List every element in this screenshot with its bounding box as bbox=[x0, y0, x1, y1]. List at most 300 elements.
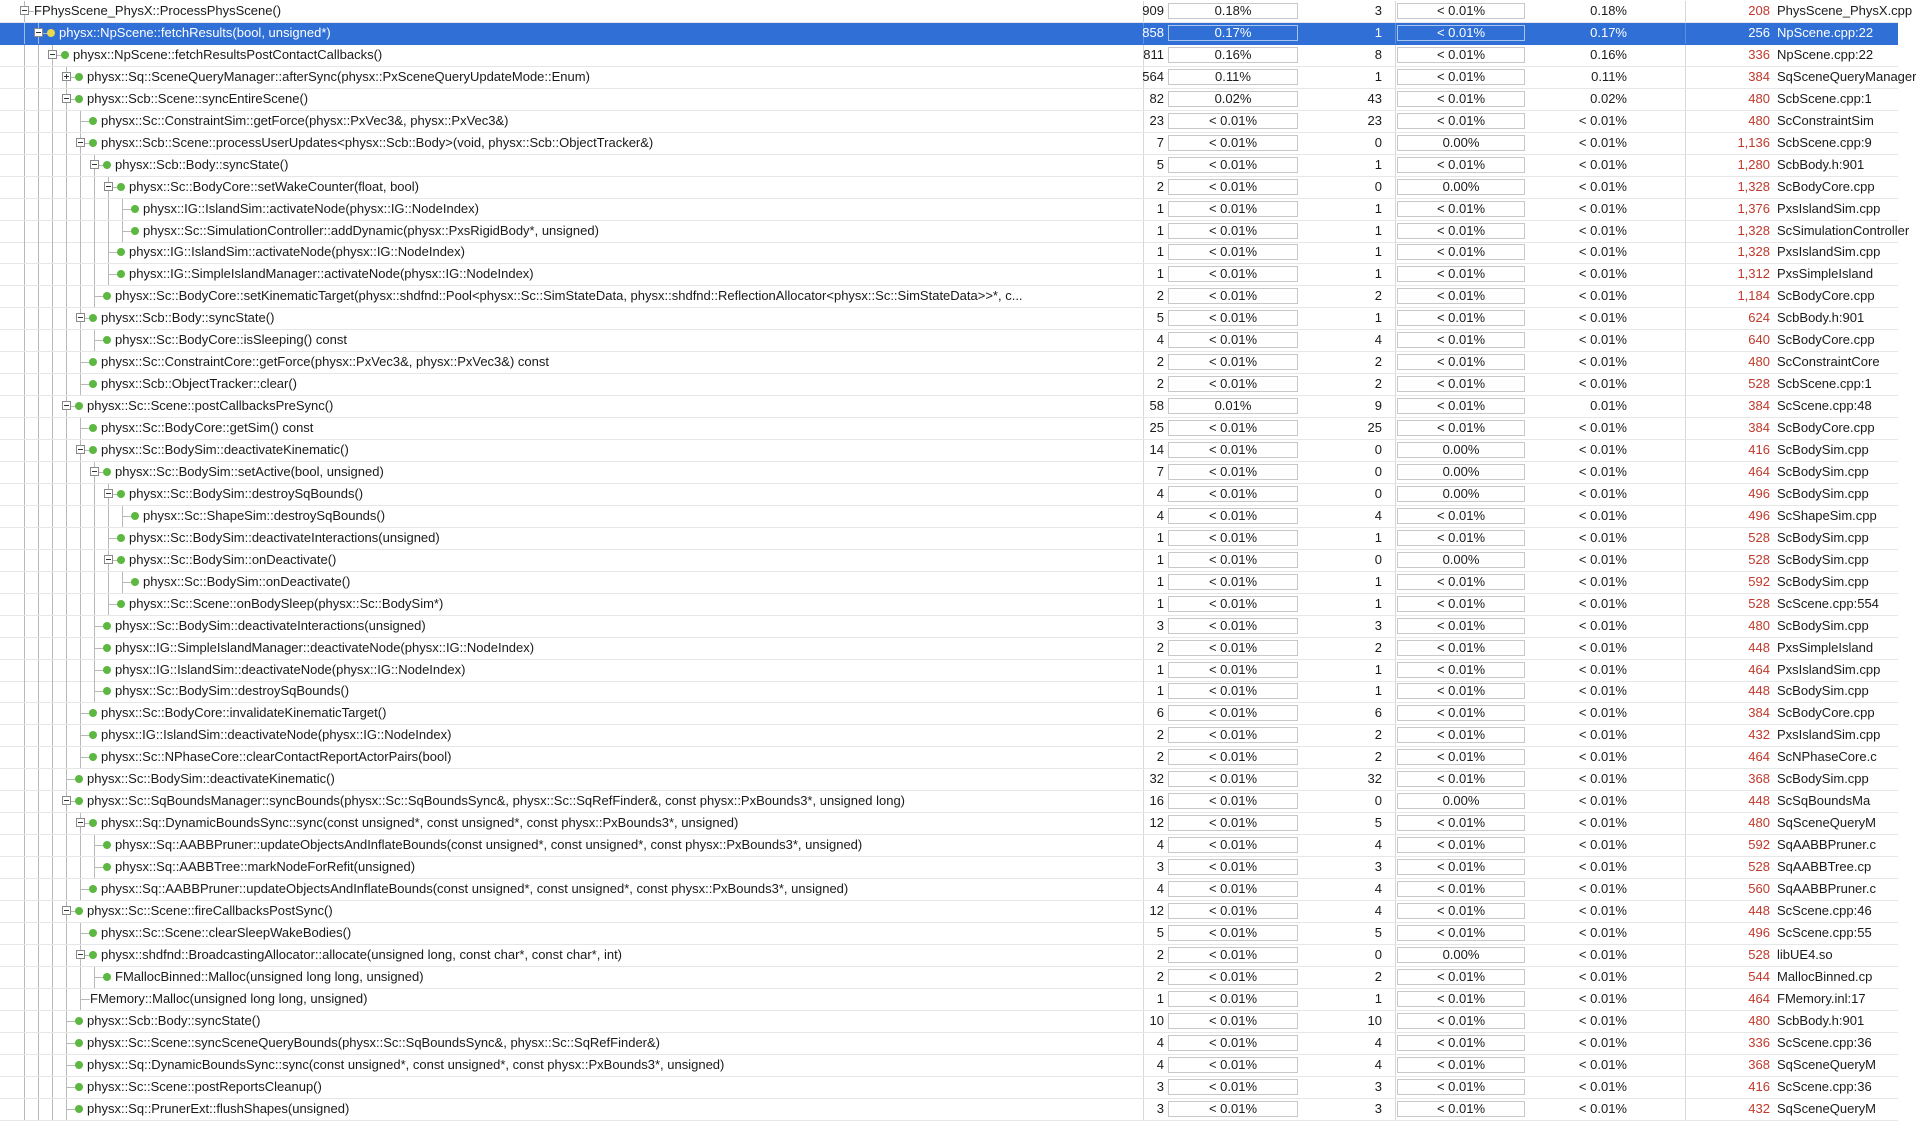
total-percent: < 0.01% bbox=[1578, 310, 1627, 326]
column-separator bbox=[1395, 967, 1396, 988]
function-name: physx::Sq::SceneQueryManager::afterSync(physx::PxSceneQueryUpdateMode::Enum) bbox=[87, 68, 590, 84]
tree-row[interactable] bbox=[0, 835, 1898, 857]
function-name: physx::Scb::ObjectTracker::clear() bbox=[101, 376, 298, 392]
collapse-icon[interactable] bbox=[62, 796, 71, 805]
tree-row[interactable] bbox=[0, 330, 1898, 352]
child-samples: 5 bbox=[1374, 924, 1382, 940]
indent-guide bbox=[24, 857, 25, 878]
indent-guide bbox=[80, 550, 81, 571]
source-location: ScSqBoundsMa bbox=[1777, 793, 1871, 809]
total-percent: < 0.01% bbox=[1578, 683, 1627, 699]
source-location: PxsIslandSim.cpp bbox=[1777, 244, 1881, 260]
indent-guide bbox=[24, 89, 25, 110]
indent-guide bbox=[52, 440, 53, 461]
self-percent-bar: < 0.01% bbox=[1168, 288, 1298, 304]
indent-guide bbox=[38, 506, 39, 527]
collapse-icon[interactable] bbox=[104, 182, 113, 191]
tree-row[interactable] bbox=[0, 681, 1898, 703]
tree-row[interactable] bbox=[0, 440, 1898, 462]
source-location: ScBodyCore.cpp bbox=[1777, 420, 1875, 436]
column-separator bbox=[1685, 747, 1686, 768]
node-status-icon bbox=[131, 578, 139, 586]
child-percent-bar: 0.00% bbox=[1397, 179, 1525, 195]
indent-guide bbox=[38, 177, 39, 198]
column-separator bbox=[1395, 1, 1396, 22]
column-separator bbox=[1395, 374, 1396, 395]
child-samples: 3 bbox=[1374, 3, 1382, 18]
child-percent-bar: 0.00% bbox=[1397, 442, 1525, 458]
indent-guide bbox=[38, 45, 39, 66]
indent-guide bbox=[38, 1099, 39, 1120]
indent-guide bbox=[38, 462, 39, 483]
tree-row[interactable] bbox=[0, 638, 1898, 660]
child-samples: 4 bbox=[1374, 881, 1382, 896]
memory-bytes: 480 bbox=[1748, 90, 1770, 106]
memory-bytes: 528 bbox=[1748, 376, 1770, 392]
indent-guide bbox=[24, 418, 25, 439]
column-separator bbox=[1395, 221, 1396, 242]
total-percent: < 0.01% bbox=[1578, 507, 1627, 523]
self-percent-bar: < 0.01% bbox=[1168, 947, 1298, 963]
column-separator bbox=[1395, 989, 1396, 1010]
indent-guide bbox=[24, 396, 25, 417]
collapse-icon[interactable] bbox=[90, 467, 99, 476]
indent-guide bbox=[52, 396, 53, 417]
self-samples: 564 bbox=[1142, 68, 1164, 84]
memory-bytes: 480 bbox=[1748, 815, 1770, 831]
source-location: FMemory.inl:17 bbox=[1777, 990, 1866, 1006]
indent-guide bbox=[24, 177, 25, 198]
indent-guide bbox=[94, 484, 95, 505]
indent-guide bbox=[38, 374, 39, 395]
child-percent-bar: 0.00% bbox=[1397, 464, 1525, 480]
tree-row[interactable] bbox=[0, 462, 1898, 484]
indent-guide bbox=[80, 616, 81, 637]
indent-guide bbox=[66, 616, 67, 637]
self-samples: 4 bbox=[1156, 881, 1164, 896]
node-status-icon bbox=[75, 1105, 83, 1113]
source-location: SqAABBTree.cp bbox=[1777, 859, 1872, 875]
column-separator bbox=[1685, 1, 1686, 22]
memory-bytes: 416 bbox=[1748, 442, 1770, 457]
self-percent-bar: < 0.01% bbox=[1168, 508, 1298, 524]
source-location: PxsSimpleIsland bbox=[1777, 266, 1874, 282]
indent-guide bbox=[38, 725, 39, 746]
memory-bytes: 368 bbox=[1748, 771, 1770, 787]
indent-guide bbox=[80, 660, 81, 681]
column-separator bbox=[1395, 462, 1396, 483]
column-separator bbox=[1685, 199, 1686, 220]
child-percent-bar: < 0.01% bbox=[1397, 705, 1525, 721]
indent-guide bbox=[24, 703, 25, 724]
total-percent: < 0.01% bbox=[1578, 1012, 1627, 1028]
indent-guide bbox=[24, 901, 25, 922]
column-separator bbox=[1395, 89, 1396, 110]
collapse-icon[interactable] bbox=[104, 555, 113, 564]
column-separator bbox=[1395, 155, 1396, 176]
tree-row[interactable] bbox=[0, 286, 1898, 308]
tree-row[interactable] bbox=[0, 1077, 1898, 1099]
node-status-icon bbox=[89, 314, 97, 322]
self-percent-bar: 0.17% bbox=[1168, 25, 1298, 41]
indent-guide bbox=[24, 1033, 25, 1054]
tree-row[interactable] bbox=[0, 572, 1898, 594]
node-status-icon bbox=[89, 358, 97, 366]
column-separator bbox=[1685, 133, 1686, 154]
child-percent-bar: 0.00% bbox=[1397, 947, 1525, 963]
total-percent: < 0.01% bbox=[1578, 1056, 1627, 1072]
memory-bytes: 448 bbox=[1748, 683, 1770, 699]
column-separator bbox=[1685, 769, 1686, 790]
source-location: ScConstraintCore bbox=[1777, 354, 1880, 370]
column-separator bbox=[1685, 703, 1686, 724]
tree-row[interactable] bbox=[0, 879, 1898, 901]
node-status-icon bbox=[117, 270, 125, 278]
column-separator bbox=[1395, 594, 1396, 615]
tree-row[interactable] bbox=[0, 725, 1898, 747]
node-status-icon bbox=[89, 951, 97, 959]
indent-guide bbox=[24, 1099, 25, 1120]
function-name: physx::Sq::AABBPruner::updateObjectsAndInflateBounds(const unsigned*, const unsigned*, const physx::PxBounds3*, unsigned) bbox=[115, 837, 863, 853]
child-samples: 3 bbox=[1374, 859, 1382, 875]
tree-row[interactable] bbox=[0, 813, 1898, 835]
column-separator bbox=[1685, 155, 1686, 176]
source-location: SqSceneQueryManager bbox=[1777, 68, 1916, 84]
child-samples: 2 bbox=[1374, 376, 1382, 392]
tree-row[interactable] bbox=[0, 242, 1898, 264]
tree-row[interactable] bbox=[0, 374, 1898, 396]
self-percent-bar: < 0.01% bbox=[1168, 793, 1298, 809]
column-separator bbox=[1395, 857, 1396, 878]
function-name: physx::Sc::NPhaseCore::clearContactReportActorPairs(bool) bbox=[101, 749, 452, 765]
collapse-icon[interactable] bbox=[90, 160, 99, 169]
node-status-icon bbox=[117, 183, 125, 191]
self-samples: 2 bbox=[1156, 749, 1164, 765]
function-name: physx::Sc::Scene::fireCallbacksPostSync() bbox=[87, 902, 333, 918]
indent-guide bbox=[66, 462, 67, 483]
column-separator bbox=[1685, 1033, 1686, 1054]
total-percent: < 0.01% bbox=[1578, 946, 1627, 962]
indent-guide bbox=[24, 879, 25, 900]
tree-row[interactable] bbox=[0, 1055, 1898, 1077]
self-samples: 4 bbox=[1156, 1056, 1164, 1072]
function-name: physx::NpScene::fetchResultsPostContactCallbacks() bbox=[73, 46, 383, 62]
indent-guide bbox=[52, 1011, 53, 1032]
indent-guide bbox=[38, 396, 39, 417]
node-status-icon bbox=[89, 709, 97, 717]
column-separator bbox=[1395, 703, 1396, 724]
total-percent: < 0.01% bbox=[1578, 815, 1627, 831]
indent-guide bbox=[38, 111, 39, 132]
column-separator bbox=[1395, 550, 1396, 571]
column-separator bbox=[1685, 89, 1686, 110]
memory-bytes: 256 bbox=[1748, 24, 1770, 40]
function-name: physx::IG::IslandSim::deactivateNode(physx::IG::NodeIndex) bbox=[101, 727, 452, 743]
self-samples: 1 bbox=[1156, 661, 1164, 677]
self-percent-bar: < 0.01% bbox=[1168, 332, 1298, 348]
indent-guide bbox=[52, 242, 53, 263]
indent-guide bbox=[38, 681, 39, 702]
tree-row[interactable] bbox=[0, 857, 1898, 879]
tree-row[interactable] bbox=[0, 528, 1898, 550]
indent-guide bbox=[24, 199, 25, 220]
column-separator bbox=[1685, 177, 1686, 198]
collapse-icon[interactable] bbox=[34, 28, 43, 37]
self-percent-bar: < 0.01% bbox=[1168, 354, 1298, 370]
indent-guide bbox=[66, 528, 67, 549]
indent-guide bbox=[80, 572, 81, 593]
tree-row[interactable] bbox=[0, 901, 1898, 923]
source-location: PxsSimpleIsland bbox=[1777, 639, 1874, 655]
tree-row[interactable] bbox=[0, 616, 1898, 638]
source-location: ScScene.cpp:36 bbox=[1777, 1034, 1872, 1050]
indent-guide bbox=[24, 45, 25, 66]
total-percent: < 0.01% bbox=[1578, 134, 1627, 150]
self-samples: 2 bbox=[1156, 727, 1164, 743]
tree-row[interactable] bbox=[0, 221, 1910, 243]
indent-guide bbox=[66, 725, 67, 746]
self-samples: 2 bbox=[1156, 288, 1164, 304]
tree-row[interactable] bbox=[0, 967, 1898, 989]
indent-guide bbox=[52, 462, 53, 483]
collapse-icon[interactable] bbox=[76, 313, 85, 322]
tree-row[interactable] bbox=[0, 1011, 1898, 1033]
tree-row[interactable] bbox=[0, 1099, 1898, 1121]
self-percent-bar: 0.18% bbox=[1168, 3, 1298, 19]
self-samples: 23 bbox=[1149, 112, 1164, 128]
column-separator bbox=[1395, 352, 1396, 373]
indent-guide bbox=[52, 769, 53, 790]
node-status-icon bbox=[75, 1083, 83, 1091]
tree-row[interactable] bbox=[0, 177, 1898, 199]
collapse-icon[interactable] bbox=[76, 950, 85, 959]
child-percent-bar: < 0.01% bbox=[1397, 25, 1525, 41]
tree-row[interactable] bbox=[0, 484, 1898, 506]
indent-guide bbox=[80, 242, 81, 263]
child-percent-bar: < 0.01% bbox=[1397, 376, 1525, 392]
column-separator bbox=[1395, 638, 1396, 659]
tree-row[interactable] bbox=[0, 1033, 1898, 1055]
column-separator bbox=[1685, 638, 1686, 659]
indent-guide bbox=[52, 857, 53, 878]
source-location: ScBodyCore.cpp bbox=[1777, 332, 1875, 348]
tree-row[interactable] bbox=[0, 594, 1898, 616]
memory-bytes: 368 bbox=[1748, 1056, 1770, 1072]
indent-guide bbox=[94, 550, 95, 571]
child-percent-bar: < 0.01% bbox=[1397, 398, 1525, 414]
tree-row[interactable] bbox=[0, 945, 1898, 967]
indent-guide bbox=[38, 660, 39, 681]
child-samples: 3 bbox=[1374, 1078, 1382, 1094]
indent-guide bbox=[52, 923, 53, 944]
memory-bytes: 1,328 bbox=[1737, 244, 1770, 260]
indent-guide bbox=[52, 528, 53, 549]
indent-guide bbox=[38, 221, 39, 242]
self-samples: 3 bbox=[1156, 1078, 1164, 1094]
memory-bytes: 496 bbox=[1748, 507, 1770, 523]
memory-bytes: 1,376 bbox=[1737, 200, 1770, 216]
child-percent-bar: < 0.01% bbox=[1397, 903, 1525, 919]
indent-guide bbox=[38, 967, 39, 988]
memory-bytes: 384 bbox=[1748, 420, 1770, 436]
child-samples: 0 bbox=[1374, 793, 1382, 809]
tree-row[interactable] bbox=[0, 308, 1898, 330]
column-separator bbox=[1685, 330, 1686, 351]
memory-bytes: 448 bbox=[1748, 902, 1770, 918]
total-percent: < 0.01% bbox=[1578, 661, 1627, 677]
indent-guide bbox=[66, 242, 67, 263]
tree-row[interactable] bbox=[0, 352, 1898, 374]
collapse-icon[interactable] bbox=[62, 906, 71, 915]
tree-row[interactable] bbox=[0, 396, 1898, 418]
node-status-icon bbox=[89, 731, 97, 739]
self-samples: 82 bbox=[1149, 90, 1164, 106]
indent-guide bbox=[66, 506, 67, 527]
collapse-icon[interactable] bbox=[62, 94, 71, 103]
source-location: PxsIslandSim.cpp bbox=[1777, 727, 1881, 743]
child-percent-bar: < 0.01% bbox=[1397, 508, 1525, 524]
self-percent-bar: < 0.01% bbox=[1168, 596, 1298, 612]
tree-row[interactable] bbox=[0, 703, 1898, 725]
child-percent-bar: < 0.01% bbox=[1397, 925, 1525, 941]
child-samples: 4 bbox=[1374, 507, 1382, 523]
collapse-icon[interactable] bbox=[62, 401, 71, 410]
function-name: physx::Sc::BodyCore::isSleeping() const bbox=[115, 332, 347, 348]
self-percent-bar: 0.02% bbox=[1168, 91, 1298, 107]
tree-row[interactable] bbox=[0, 418, 1898, 440]
tree-row[interactable] bbox=[0, 747, 1898, 769]
indent-guide bbox=[80, 286, 81, 307]
node-status-icon bbox=[117, 600, 125, 608]
indent-guide bbox=[38, 1055, 39, 1076]
total-percent: < 0.01% bbox=[1578, 420, 1627, 436]
tree-row[interactable] bbox=[0, 89, 1898, 111]
collapse-icon[interactable] bbox=[76, 445, 85, 454]
column-separator bbox=[1685, 308, 1686, 329]
indent-guide bbox=[52, 681, 53, 702]
self-samples: 4 bbox=[1156, 485, 1164, 501]
collapse-icon[interactable] bbox=[104, 489, 113, 498]
source-location: ScBodySim.cpp bbox=[1777, 529, 1869, 545]
indent-guide bbox=[24, 462, 25, 483]
indent-guide bbox=[38, 550, 39, 571]
total-percent: < 0.01% bbox=[1578, 112, 1627, 128]
indent-guide bbox=[24, 660, 25, 681]
self-samples: 4 bbox=[1156, 332, 1164, 348]
self-samples: 6 bbox=[1156, 705, 1164, 721]
child-samples: 1 bbox=[1374, 529, 1382, 545]
tree-row[interactable] bbox=[0, 769, 1898, 791]
child-samples: 2 bbox=[1374, 288, 1382, 304]
indent-guide bbox=[38, 879, 39, 900]
column-separator bbox=[1395, 396, 1396, 417]
tree-row[interactable] bbox=[0, 550, 1898, 572]
indent-guide bbox=[38, 616, 39, 637]
self-percent-bar: < 0.01% bbox=[1168, 969, 1298, 985]
tree-row[interactable] bbox=[0, 1, 1913, 23]
indent-guide bbox=[52, 330, 53, 351]
function-name: physx::Sc::ConstraintCore::getForce(physx::PxVec3&, physx::PxVec3&) const bbox=[101, 354, 549, 370]
indent-guide bbox=[38, 703, 39, 724]
tree-row[interactable] bbox=[0, 133, 1898, 155]
indent-guide bbox=[52, 199, 53, 220]
tree-row[interactable] bbox=[0, 791, 1898, 813]
child-percent-bar: < 0.01% bbox=[1397, 157, 1525, 173]
indent-guide bbox=[24, 594, 25, 615]
tree-row[interactable] bbox=[0, 923, 1898, 945]
source-location: ScbScene.cpp:1 bbox=[1777, 90, 1872, 106]
memory-bytes: 208 bbox=[1748, 3, 1770, 18]
node-status-icon bbox=[103, 687, 111, 695]
source-location: PxsIslandSim.cpp bbox=[1777, 200, 1881, 216]
node-status-icon bbox=[103, 161, 111, 169]
function-name: physx::Sc::BodySim::onDeactivate() bbox=[143, 573, 351, 589]
source-location: ScScene.cpp:48 bbox=[1777, 398, 1872, 414]
tree-row[interactable] bbox=[0, 199, 1898, 221]
indent-guide bbox=[52, 835, 53, 856]
node-status-icon bbox=[75, 1017, 83, 1025]
indent-guide bbox=[80, 528, 81, 549]
function-name: physx::IG::IslandSim::deactivateNode(physx::IG::NodeIndex) bbox=[115, 661, 466, 677]
child-percent-bar: < 0.01% bbox=[1397, 310, 1525, 326]
collapse-icon[interactable] bbox=[48, 50, 57, 59]
memory-bytes: 560 bbox=[1748, 881, 1770, 896]
collapse-icon[interactable] bbox=[76, 818, 85, 827]
function-name: physx::Sq::AABBPruner::updateObjectsAndInflateBounds(const unsigned*, const unsigned*, const physx::PxBounds3*, unsigned) bbox=[101, 881, 849, 896]
self-samples: 1 bbox=[1156, 222, 1164, 238]
indent-guide bbox=[66, 133, 67, 154]
self-percent-bar: < 0.01% bbox=[1168, 113, 1298, 129]
memory-bytes: 1,312 bbox=[1737, 266, 1770, 282]
indent-guide bbox=[38, 199, 39, 220]
child-percent-bar: 0.00% bbox=[1397, 486, 1525, 502]
column-separator bbox=[1395, 242, 1396, 263]
indent-guide bbox=[24, 791, 25, 812]
function-name: FMallocBinned::Malloc(unsigned long long, unsigned) bbox=[115, 968, 424, 984]
tree-row[interactable] bbox=[0, 506, 1898, 528]
total-percent: < 0.01% bbox=[1578, 1078, 1627, 1094]
indent-guide bbox=[38, 242, 39, 263]
tree-row[interactable] bbox=[0, 155, 1898, 177]
tree-row[interactable] bbox=[0, 989, 1898, 1011]
memory-bytes: 464 bbox=[1748, 463, 1770, 479]
total-percent: < 0.01% bbox=[1578, 244, 1627, 260]
child-samples: 1 bbox=[1374, 244, 1382, 260]
tree-row[interactable] bbox=[0, 45, 1898, 67]
indent-guide bbox=[38, 835, 39, 856]
indent-guide bbox=[94, 199, 95, 220]
expand-icon[interactable] bbox=[62, 72, 71, 81]
tree-row[interactable] bbox=[0, 264, 1898, 286]
collapse-icon[interactable] bbox=[20, 6, 29, 15]
collapse-icon[interactable] bbox=[76, 138, 85, 147]
source-location: ScBodySim.cpp bbox=[1777, 485, 1869, 501]
function-name: physx::Sc::Scene::clearSleepWakeBodies() bbox=[101, 924, 352, 940]
tree-row[interactable] bbox=[0, 111, 1898, 133]
indent-guide bbox=[80, 594, 81, 615]
self-samples: 58 bbox=[1149, 398, 1164, 414]
indent-guide bbox=[38, 484, 39, 505]
function-name: physx::Scb::Body::syncState() bbox=[101, 310, 275, 326]
tree-row[interactable] bbox=[0, 660, 1898, 682]
child-percent-bar: < 0.01% bbox=[1397, 727, 1525, 743]
tree-row[interactable] bbox=[0, 67, 1916, 89]
column-separator bbox=[1395, 901, 1396, 922]
indent-guide bbox=[66, 660, 67, 681]
self-samples: 1 bbox=[1156, 244, 1164, 260]
tree-row[interactable] bbox=[0, 23, 1898, 45]
memory-bytes: 1,328 bbox=[1737, 222, 1770, 238]
